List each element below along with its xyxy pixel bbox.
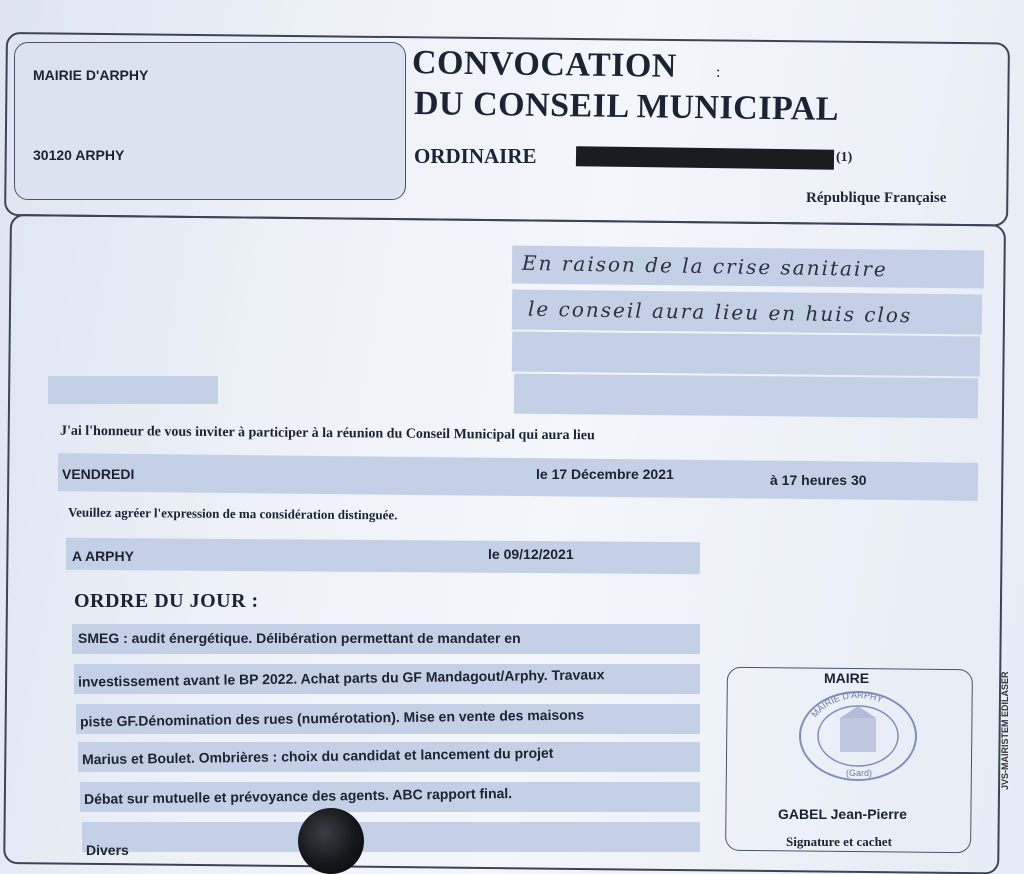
mayor-name: GABEL Jean-Pierre bbox=[778, 806, 907, 822]
stamp-bottom-text: (Gard) bbox=[846, 768, 873, 778]
agenda-title: ORDRE DU JOUR : bbox=[74, 590, 259, 612]
signature-label: Signature et cachet bbox=[786, 834, 892, 849]
handwritten-line-1: En raison de la crise sanitaire bbox=[521, 250, 888, 282]
notice-field-3 bbox=[512, 332, 980, 377]
meeting-day: VENDREDI bbox=[62, 466, 135, 482]
notice-field-4 bbox=[514, 374, 978, 419]
stamp-text: MAIRIE D'ARPHY bbox=[809, 689, 885, 720]
agenda-line: piste GF.Dénomination des rues (numérotation). Mise en vente des maisons bbox=[79, 706, 585, 730]
signature-title: MAIRE bbox=[824, 670, 870, 686]
recipient-field bbox=[48, 376, 218, 404]
handwritten-line-2: le conseil aura lieu en huis clos bbox=[527, 296, 913, 328]
printer-mark: JVS-MAIRISTEM EDILASER bbox=[1000, 671, 1010, 790]
mairie-postal: 30120 ARPHY bbox=[33, 147, 125, 163]
title-mark: : bbox=[716, 64, 721, 81]
republique-francaise: République Française bbox=[806, 190, 947, 206]
agenda-field-6 bbox=[82, 822, 700, 852]
meeting-time: à 17 heures 30 bbox=[770, 472, 867, 488]
agenda-line: Divers bbox=[86, 842, 129, 858]
magnet bbox=[298, 808, 364, 874]
agenda-line: investissement avant le BP 2022. Achat parts du GF Mandagout/Arphy. Travaux bbox=[77, 666, 605, 690]
title-conseil: DU CONSEIL MUNICIPAL bbox=[413, 85, 840, 128]
mairie-name: MAIRIE D'ARPHY bbox=[33, 67, 149, 83]
place-date-field bbox=[66, 538, 700, 574]
address-box bbox=[14, 42, 406, 200]
session-type: ORDINAIRE bbox=[414, 144, 537, 168]
town-hall-stamp bbox=[796, 686, 920, 782]
agenda-line: Débat sur mutuelle et prévoyance des agents. ABC rapport final. bbox=[83, 785, 513, 807]
note-marker: (1) bbox=[836, 150, 853, 165]
agenda-line: SMEG : audit énergétique. Délibération permettant de mandater en bbox=[78, 630, 521, 646]
closing-formula: Veuillez agréer l'expression de ma considération distinguée. bbox=[67, 504, 398, 523]
title-convocation: CONVOCATION bbox=[411, 44, 678, 85]
issue-date: le 09/12/2021 bbox=[488, 546, 574, 562]
invitation-text: J'ai l'honneur de vous inviter à participer à la réunion du Conseil Municipal qui aura lieu bbox=[59, 423, 595, 444]
issue-place: A ARPHY bbox=[72, 548, 134, 564]
agenda-line: Marius et Boulet. Ombrières : choix du candidat et lancement du projet bbox=[81, 744, 554, 768]
meeting-date: le 17 Décembre 2021 bbox=[536, 466, 674, 482]
redaction-bar bbox=[576, 146, 834, 170]
